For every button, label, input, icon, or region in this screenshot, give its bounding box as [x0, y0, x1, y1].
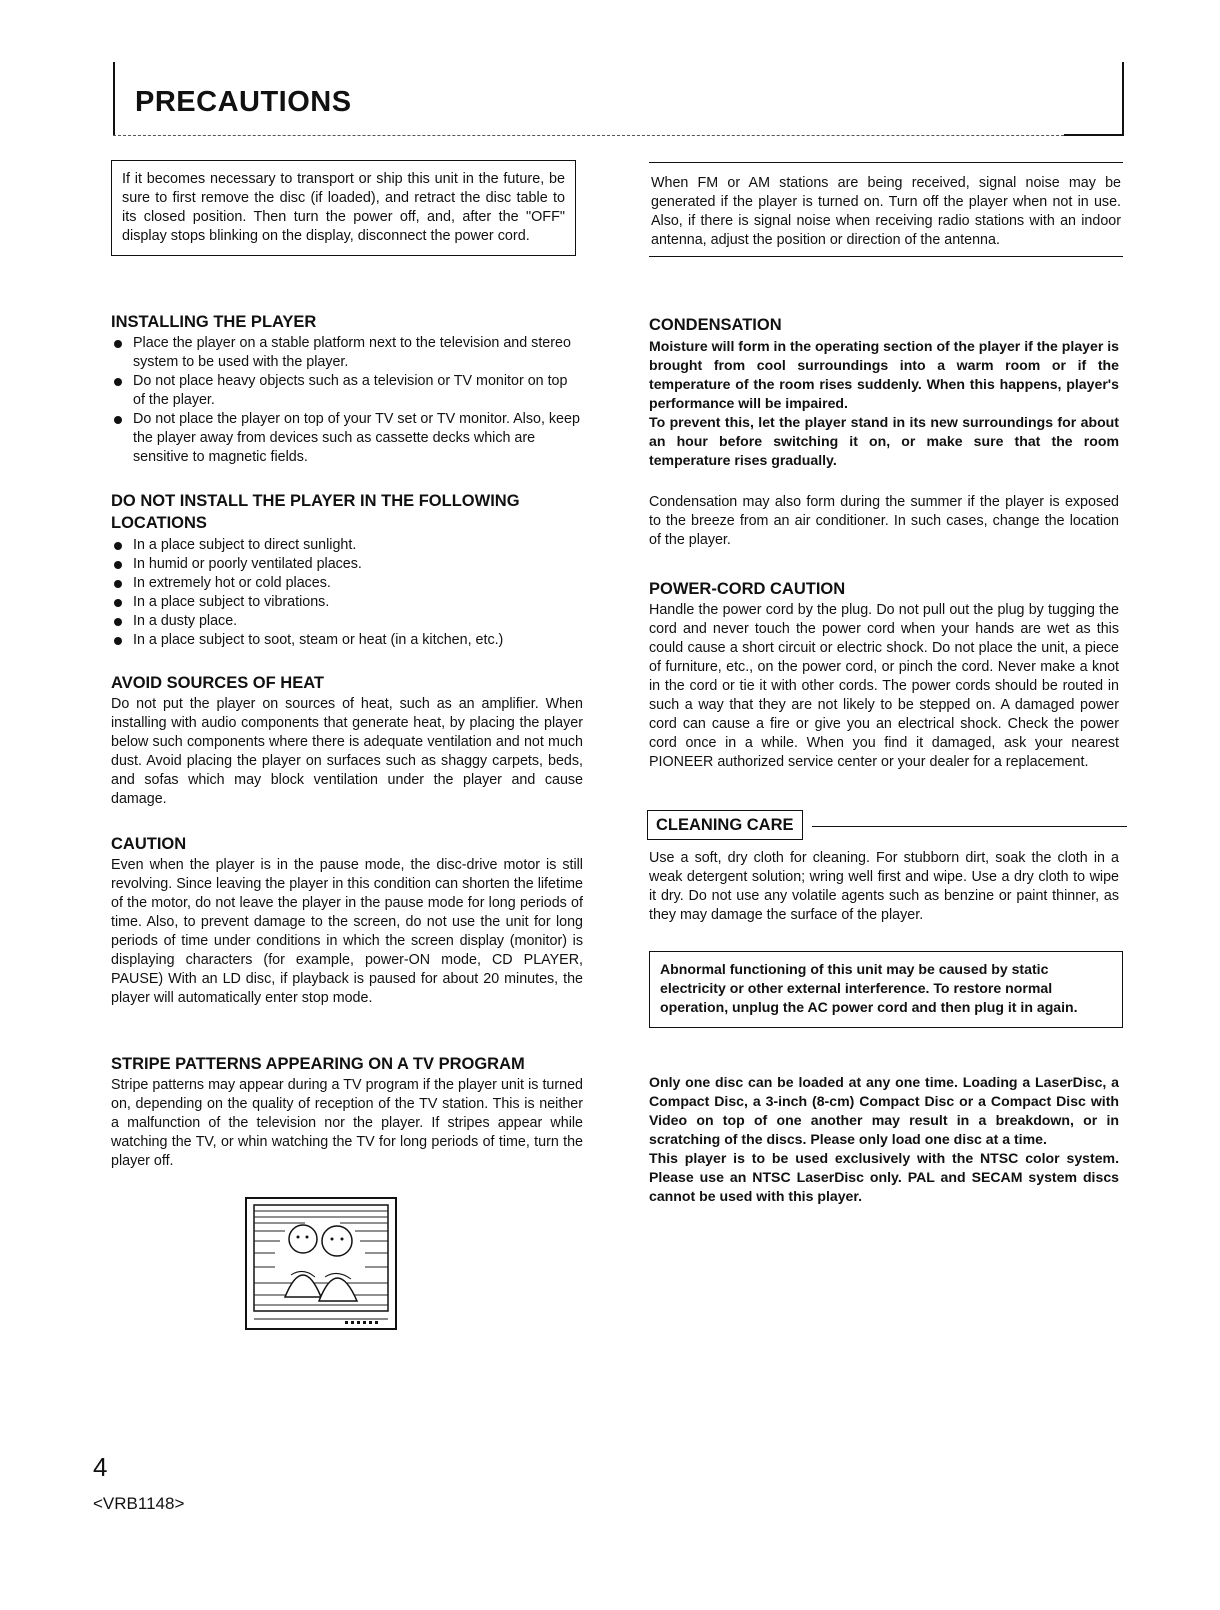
- bullet-icon: [114, 599, 122, 607]
- bullet-icon: [114, 542, 122, 550]
- locations-heading: DO NOT INSTALL THE PLAYER IN THE FOLLOWING LOCATIONS: [111, 492, 520, 532]
- installing-list: [111, 334, 583, 467]
- transport-notice-box: [111, 160, 576, 256]
- condensation-warning: [649, 337, 1119, 470]
- condensation-heading: CONDENSATION: [649, 316, 782, 334]
- heat-text: Do not put the player on sources of heat, such as an amplifier. When installing with audio components that generate heat, by placing the player below such components where there is adequate ventilation and not much dust. Avoid placing the player on surfaces such as shaggy carpets, beds, and sofas which may block ventilation under the player and cause damage.: [111, 696, 583, 807]
- installing-heading: INSTALLING THE PLAYER: [111, 313, 317, 331]
- ntsc-note: This player is to be used exclusively with the NTSC color system. Please use an NTSC LaserDisc only. PAL and SECAM system discs cannot be used with this player.: [649, 1150, 1119, 1204]
- list-item: Do not place the player on top of your TV set or TV monitor. Also, keep the player away from devices such as cassette decks which are sensitive to magnetic fields.: [111, 410, 583, 467]
- cleaning-care-label: CLEANING CARE: [647, 810, 803, 840]
- condensation-warning-1: Moisture will form in the operating section of the player if the player is brought from cool surroundings into a warm room or if the temperature of the room rises suddenly. When this happens, player's performance will be impaired.: [649, 338, 1119, 411]
- list-item: In humid or poorly ventilated places.: [111, 555, 583, 574]
- list-item: In a dusty place.: [111, 612, 583, 631]
- static-warning-box: [649, 951, 1123, 1028]
- heat-heading: AVOID SOURCES OF HEAT: [111, 674, 324, 692]
- power-cord-text: Handle the power cord by the plug. Do not pull out the plug by tugging the cord and never touch the power cord when your hands are wet as this could cause a short circuit or electric shock. Do not place the unit, a piece of furniture, etc., on the power cord, or pinch the cord. Never make a knot in the cord or tie it with other cords. The power cords should be routed in such a way that they are not likely to be stepped on. A damaged power cord can cause a fire or give you an electrical shock. Check the power cord once in a while. When you find it damaged, ask your nearest PIONEER authorized service center or your dealer for a replacement.: [649, 602, 1119, 770]
- condensation-text: Condensation may also form during the summer if the player is exposed to the breeze from an air conditioner. In such cases, change the location of the player.: [649, 494, 1119, 548]
- stripes-text: Stripe patterns may appear during a TV program if the player unit is turned on, depending on the quality of reception of the TV station. This is neither a malfunction of the television nor the player. If stripes appear while watching the TV, or whin watching the TV for long periods of time, turn the player off.: [111, 1077, 583, 1169]
- cleaning-text: Use a soft, dry cloth for cleaning. For stubborn dirt, soak the cloth in a weak detergent solution; wring well first and wipe. Use a dry cloth to wipe it dry. Do not use any volatile agents such as benzine or paint thinner, as they may damage the surface of the player.: [649, 850, 1119, 923]
- bullet-icon: [114, 618, 122, 626]
- cleaning-care-header: [647, 810, 1127, 842]
- document-code: <VRB1148>: [93, 1494, 185, 1513]
- transport-notice-text: If it becomes necessary to transport or ship this unit in the future, be sure to first remove the disc (if loaded), and retract the disc table to its closed position. Then turn the power off, and, after the "OFF" display stops blinking on the display, disconnect the power cord.: [122, 171, 565, 244]
- bullet-icon: [114, 580, 122, 588]
- stripes-heading: STRIPE PATTERNS APPEARING ON A TV PROGRAM: [111, 1055, 525, 1073]
- tv-with-stripes-illustration: [245, 1197, 397, 1330]
- list-item: In a place subject to soot, steam or heat (in a kitchen, etc.): [111, 631, 583, 650]
- static-warning-text: Abnormal functioning of this unit may be caused by static electricity or other external interference. To restore normal operation, unplug the AC power cord and then plug it in again.: [660, 961, 1078, 1015]
- list-item: In a place subject to vibrations.: [111, 593, 583, 612]
- locations-list: [111, 536, 583, 650]
- list-item: Do not place heavy objects such as a television or TV monitor on top of the player.: [111, 372, 583, 410]
- caution-heading: CAUTION: [111, 835, 187, 853]
- bullet-icon: [114, 561, 122, 569]
- bullet-icon: [114, 637, 122, 645]
- bullet-icon: [114, 340, 122, 348]
- disc-notes: [649, 1073, 1119, 1206]
- caution-text: Even when the player is in the pause mode, the disc-drive motor is still revolving. Since leaving the player in this condition can shorten the lifetime of the motor, do not leave the player in the pause mode for long periods of time. Also, to prevent damage to the screen, do not use the unit for long periods of time under conditions in which the screen display (monitor) is displaying characters (for example, power-ON mode, CD PLAYER, PAUSE) With an LD disc, if playback is paused for about 20 minutes, the player will automatically enter stop mode.: [111, 857, 583, 1006]
- disc-loading-note: Only one disc can be loaded at any one time. Loading a LaserDisc, a Compact Disc, a 3-inch (8-cm) Compact Disc or a Compact Disc with Video on top of one another may result in a breakdown, or in scratching of the discs. Please only load one disc at a time.: [649, 1074, 1119, 1147]
- list-item: Place the player on a stable platform next to the television and stereo system to be used with the player.: [111, 334, 583, 372]
- power-cord-heading: POWER-CORD CAUTION: [649, 580, 846, 598]
- list-item: In a place subject to direct sunlight.: [111, 536, 583, 555]
- condensation-warning-2: To prevent this, let the player stand in its new surroundings for about an hour before switching it on, or make sure that the room temperature rises gradually.: [649, 414, 1119, 468]
- bullet-icon: [114, 378, 122, 386]
- list-item: In extremely hot or cold places.: [111, 574, 583, 593]
- bullet-icon: [114, 416, 122, 424]
- radio-noise-note: When FM or AM stations are being received, signal noise may be generated if the player is turned on. Turn off the player when not in use. Also, if there is signal noise when receiving radio stations with an indoor antenna, adjust the position or direction of the antenna.: [649, 162, 1123, 257]
- page-number: 4: [93, 1452, 108, 1482]
- page-title: PRECAUTIONS: [135, 86, 352, 118]
- page-header: [113, 62, 1124, 136]
